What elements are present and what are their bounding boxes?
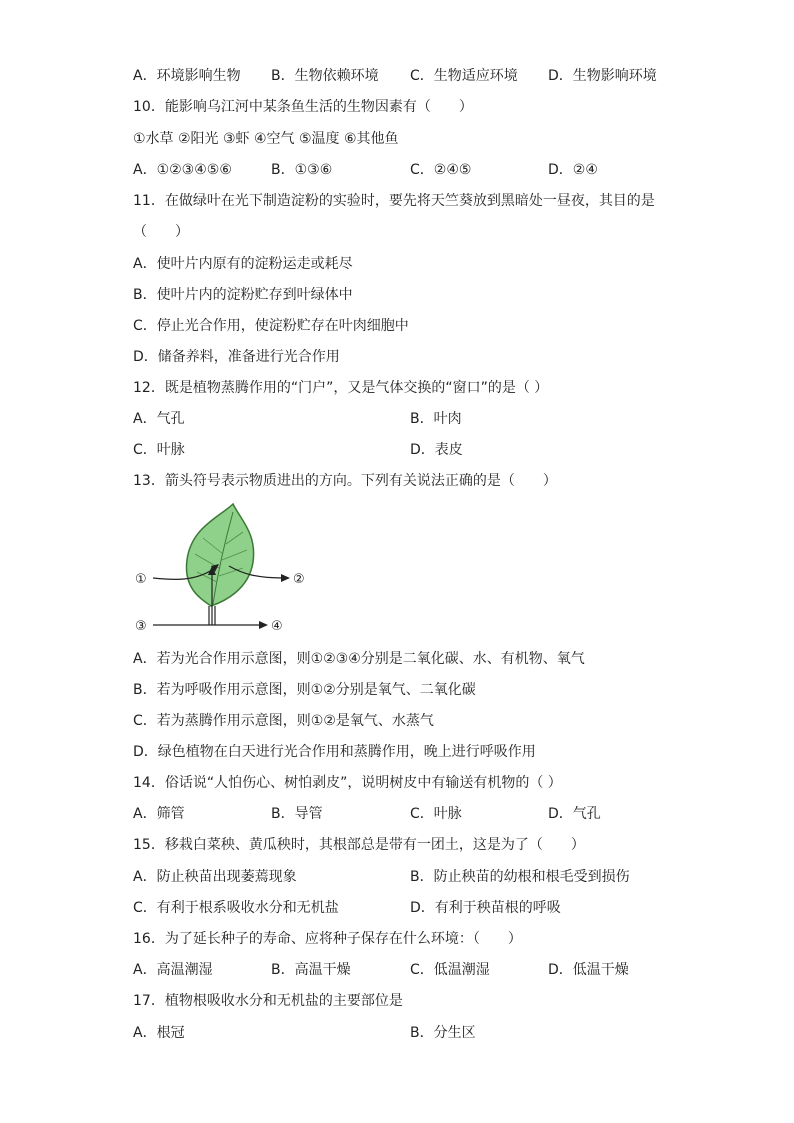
arrow-2-head — [281, 574, 290, 582]
q12-option-b: B．叶肉 — [410, 411, 462, 427]
q12-option-d: D．表皮 — [410, 442, 463, 458]
q17-option-a: A．根冠 — [133, 1025, 185, 1041]
q13-option-a: A．若为光合作用示意图，则①②③④分别是二氧化碳、水、有机物、氧气 — [133, 651, 585, 667]
label-3: ③ — [135, 619, 147, 634]
q13-option-d: D．绿色植物在白天进行光合作用和蒸腾作用，晚上进行呼吸作用 — [133, 744, 536, 760]
q16-stem: 16．为了延长种子的寿命、应将种子保存在什么环境：（ ） — [133, 931, 522, 947]
q17-option-b: B．分生区 — [410, 1025, 476, 1041]
q15-option-d: D．有利于秧苗根的呼吸 — [410, 900, 561, 916]
q13-option-c: C．若为蒸腾作用示意图，则①②是氧气、水蒸气 — [133, 713, 434, 729]
q14-option-c: C．叶脉 — [410, 806, 462, 822]
q15-option-a: A．防止秧苗出现萎蔫现象 — [133, 869, 297, 885]
q15-option-c: C．有利于根系吸收水分和无机盐 — [133, 900, 339, 916]
q13-stem: 13．箭头符号表示物质进出的方向。下列有关说法正确的是（ ） — [133, 473, 557, 489]
q10-option-a: A．①②③④⑤⑥ — [133, 162, 232, 178]
leaf-diagram — [133, 498, 313, 643]
q13-option-b: B．若为呼吸作用示意图，则①②分别是氧气、二氧化碳 — [133, 682, 476, 698]
q15-stem: 15．移栽白菜秧、黄瓜秧时，其根部总是带有一团土，这是为了（ ） — [133, 837, 585, 853]
q16-option-a: A．高温潮湿 — [133, 962, 213, 978]
q11-stem-cont: （ ） — [133, 224, 189, 240]
q9-option-c: C．生物适应环境 — [410, 68, 518, 84]
q12-stem: 12．既是植物蒸腾作用的“门户”，又是气体交换的“窗口”的是（ ） — [133, 380, 549, 396]
q10-items: ①水草 ②阳光 ③虾 ④空气 ⑤温度 ⑥其他鱼 — [133, 131, 399, 147]
q17-stem: 17．植物根吸收水分和无机盐的主要部位是 — [133, 993, 403, 1009]
q9-option-b: B．生物依赖环境 — [271, 68, 379, 84]
q11-option-c: C．停止光合作用，使淀粉贮存在叶肉细胞中 — [133, 318, 409, 334]
q16-option-d: D．低温干燥 — [548, 962, 629, 978]
q11-option-a: A．使叶片内原有的淀粉运走或耗尽 — [133, 256, 353, 272]
q12-option-c: C．叶脉 — [133, 442, 185, 458]
q10-option-b: B．①③⑥ — [271, 162, 333, 178]
arrow-4-head — [259, 621, 268, 629]
q11-option-b: B．使叶片内的淀粉贮存到叶绿体中 — [133, 287, 353, 303]
q14-option-b: B．导管 — [271, 806, 323, 822]
q9-option-d: D．生物影响环境 — [548, 68, 657, 84]
q11-option-d: D．储备养料，准备进行光合作用 — [133, 349, 340, 365]
q11-stem: 11．在做绿叶在光下制造淀粉的实验时，要先将天竺葵放到黑暗处一昼夜，其目的是 — [133, 193, 655, 209]
q14-option-d: D．气孔 — [548, 806, 601, 822]
q10-option-d: D．②④ — [548, 162, 598, 178]
label-4: ④ — [271, 619, 283, 634]
label-2: ② — [293, 572, 305, 587]
q16-option-b: B．高温干燥 — [271, 962, 351, 978]
q10-option-c: C．②④⑤ — [410, 162, 472, 178]
label-1: ① — [135, 572, 147, 587]
q9-option-a: A．环境影响生物 — [133, 68, 241, 84]
q12-option-a: A．气孔 — [133, 411, 185, 427]
q14-stem: 14．俗话说“人怕伤心、树怕剥皮”，说明树皮中有输送有机物的（ ） — [133, 775, 562, 791]
q14-option-a: A．筛管 — [133, 806, 185, 822]
q15-option-b: B．防止秧苗的幼根和根毛受到损伤 — [410, 869, 630, 885]
q10-stem: 10．能影响乌江河中某条鱼生活的生物因素有（ ） — [133, 99, 473, 115]
q16-option-c: C．低温潮湿 — [410, 962, 490, 978]
